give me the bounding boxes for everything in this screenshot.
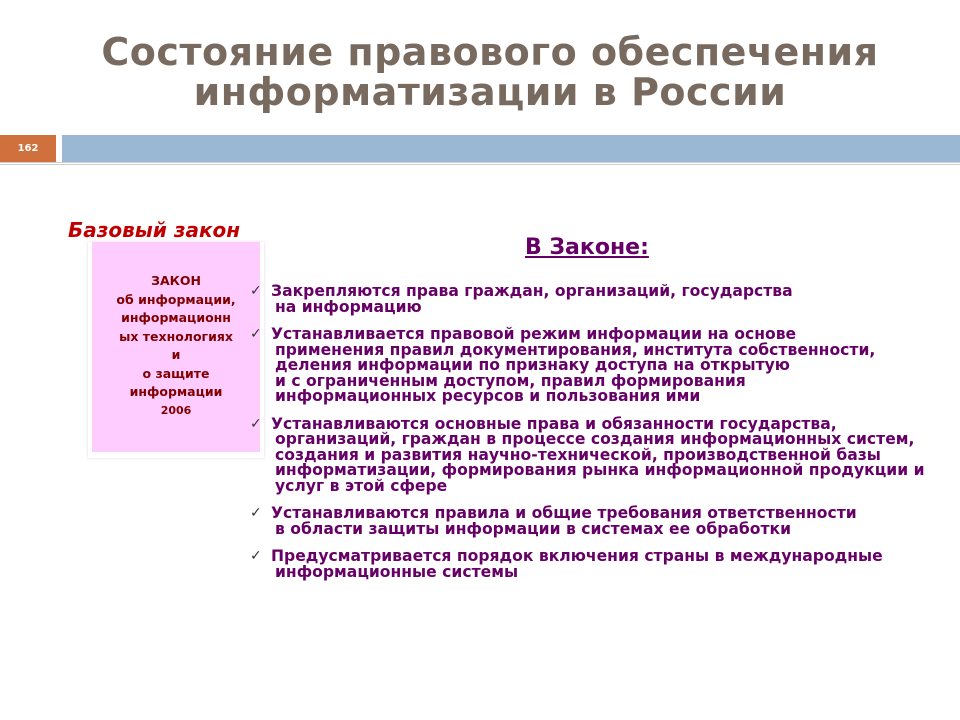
check-icon: ✓ — [250, 326, 262, 342]
list-item-line: Предусматривается порядок включения страны в международные — [271, 547, 883, 565]
list-item-line: Устанавливаются правила и общие требования ответственности — [271, 504, 857, 522]
slide-number: 162 — [17, 143, 39, 154]
slide-title-line-2: информатизации в России — [193, 70, 787, 114]
list-item-line: информатизации, формирования рынка информационной продукции и — [275, 461, 925, 479]
check-icon: ✓ — [250, 284, 262, 299]
slide-title — [40, 32, 940, 112]
slide-title-line-1: Состояние правового обеспечения — [101, 30, 879, 74]
check-icon: ✓ — [250, 415, 262, 432]
law-box-line: о защите — [142, 365, 210, 381]
provisions-list — [250, 284, 960, 592]
law-box-line: ых технологиях — [119, 328, 233, 344]
list-item-line: применения правил документирования, института собственности, — [275, 340, 876, 359]
law-box-line: об информации, — [116, 291, 236, 307]
list-item-line: в области защиты информации в системах ее обработки — [275, 519, 792, 538]
list-item-line: создания и развития научно-технической, производственной базы — [275, 445, 881, 464]
list-item-line: и с ограниченным доступом, правил формирования — [275, 371, 746, 390]
list-item — [250, 414, 960, 495]
check-icon: ✓ — [250, 548, 262, 564]
in-law-heading-colon: : — [640, 235, 649, 260]
header-accent-bar — [62, 135, 960, 162]
law-box-line: информации — [129, 384, 223, 399]
list-item — [250, 284, 960, 315]
list-item — [250, 506, 960, 537]
list-item-line: информационных ресурсов и пользования ими — [275, 387, 701, 405]
check-icon: ✓ — [250, 505, 262, 521]
list-item-line: услуг в этой сфере — [275, 476, 448, 495]
list-item-line: Закрепляются права граждан, организаций, государства — [271, 284, 793, 300]
header-divider — [0, 162, 960, 165]
base-law-heading: Базовый закон — [68, 218, 241, 242]
list-item-line: на информацию — [275, 297, 422, 316]
law-box-line: и — [171, 347, 181, 362]
law-box — [92, 242, 260, 452]
list-item-line: информационные системы — [275, 562, 519, 581]
list-item-line: деления информации по признаку доступа на открытую — [275, 356, 790, 374]
list-item-line: Устанавливается правовой режим информации на основе — [271, 325, 797, 343]
list-item — [250, 549, 960, 580]
law-box-line: информационн — [121, 310, 231, 325]
law-box-year: 2006 — [160, 403, 192, 417]
in-law-heading-text: В Законе — [525, 235, 641, 260]
in-law-heading — [525, 234, 649, 262]
list-item-line: Устанавливаются основные права и обязанности государства, — [271, 414, 837, 433]
list-item — [250, 327, 960, 405]
law-box-line: ЗАКОН — [151, 273, 201, 288]
list-item-line: организаций, граждан в процессе создания информационных систем, — [275, 430, 915, 448]
slide-number-badge — [0, 135, 56, 162]
